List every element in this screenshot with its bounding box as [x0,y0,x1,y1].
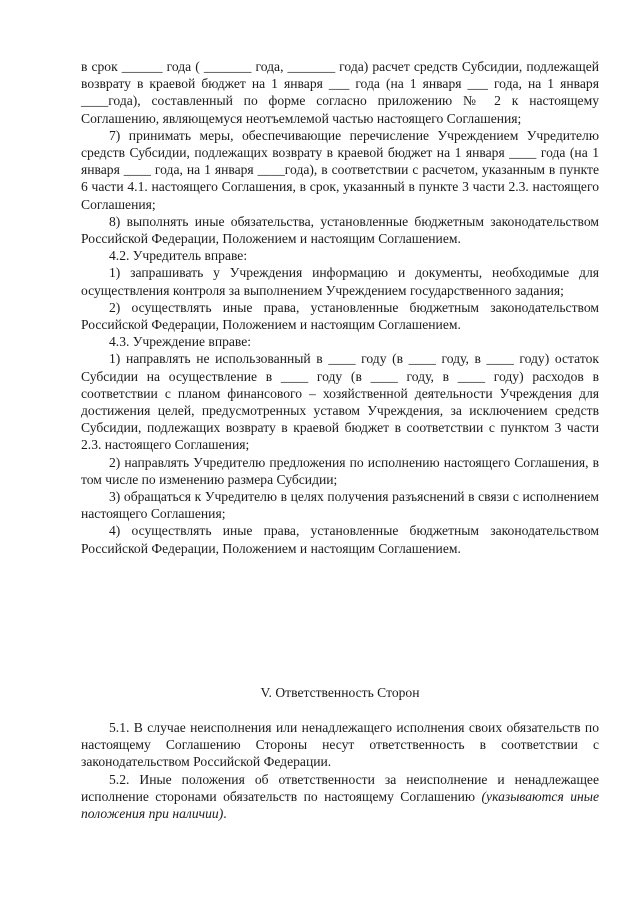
paragraph-4-2-1: 1) запрашивать у Учреждения информацию и документы, необходимые для осуществления контроля за выполнением Учреждением государственного задания; [81,265,599,298]
paragraph-4-3-4: 4) осуществлять иные права, установленные бюджетным законодательством Российской Федерации, Положением и настоящим Соглашением. [81,523,599,556]
section-iv-continuation [81,58,599,557]
section-title: V. Ответственность Сторон [260,685,420,700]
paragraph-4-2-header: 4.2. Учредитель вправе: [109,248,248,264]
paragraph-5-2-text: 5.2. Иные положения об ответственности за неисполнение и ненадлежащее исполнение сторонами обязательств по настоящему Соглашению [81,771,599,804]
paragraph-4-3-2: 2) направлять Учредителю предложения по исполнению настоящего Соглашения, в том числе по изменению размера Субсидии; [81,454,599,487]
section-v-body [81,719,599,822]
paragraph-4-3-3: 3) обращаться к Учредителю в целях получения разъяснений в связи с исполнением настоящего Соглашения; [81,489,599,522]
paragraph-4-3-header: 4.3. Учреждение вправе: [109,334,252,350]
paragraph-4-2-2: 2) осуществлять иные права, установленные бюджетным законодательством Российской Федерации, Положением и настоящим Соглашением. [81,299,599,333]
paragraph-4-1-7: 7) принимать меры, обеспечивающие перечисление Учреждением Учредителю средств Субсидии, подлежащих возврату в краевой бюджет на 1 января ____ года (на 1 января ____ года, на 1 января ____года), в соответствии с расчетом, указанным в пункте 6 части 4.1. настоящего Соглашения, в срок, указанный в пункте 3 части 2.3. настоящего Соглашения; [81,127,599,212]
paragraph-5-2 [81,771,599,823]
paragraph-refund-calculation: в срок ______ года ( _______ года, _______ года) расчет средств Субсидии, подлежащей возврату в краевой бюджет на 1 января ___ года (на 1 января ___ года, на 1 января ____года), составленный по форме согласно приложению № 2 к настоящему Соглашению, являющемуся неотъемлемой частью настоящего Соглашения; [81,59,599,126]
paragraph-4-1-8: 8) выполнять иные обязательства, установленные бюджетным законодательством Российской Федерации, Положением и настоящим Соглашением. [81,213,599,247]
paragraph-5-2-end: . [223,806,227,822]
paragraph-5-2-note: (указываются иные положения при наличии) [81,788,599,822]
paragraph-5-1: 5.1. В случае неисполнения или ненадлежащего исполнения своих обязательств по настоящему Соглашению Стороны несут ответственность в соответствии с законодательством Российской Федерации. [81,720,599,770]
paragraph-4-3-1: 1) направлять не использованный в ____ году (в ____ году, в ____ году) остаток Субсидии на осуществление в ____ году (в ____ году, в ____ году) расходов в соответствии с планом финансового – хозяйственной деятельности Учреждения для достижения целей, предусмотренных уставом Учреждения, за исключением средств Субсидии, подлежащих возврату в краевой бюджет в соответствии с пунктом 3 части 2.3. настоящего Соглашения; [81,351,599,453]
